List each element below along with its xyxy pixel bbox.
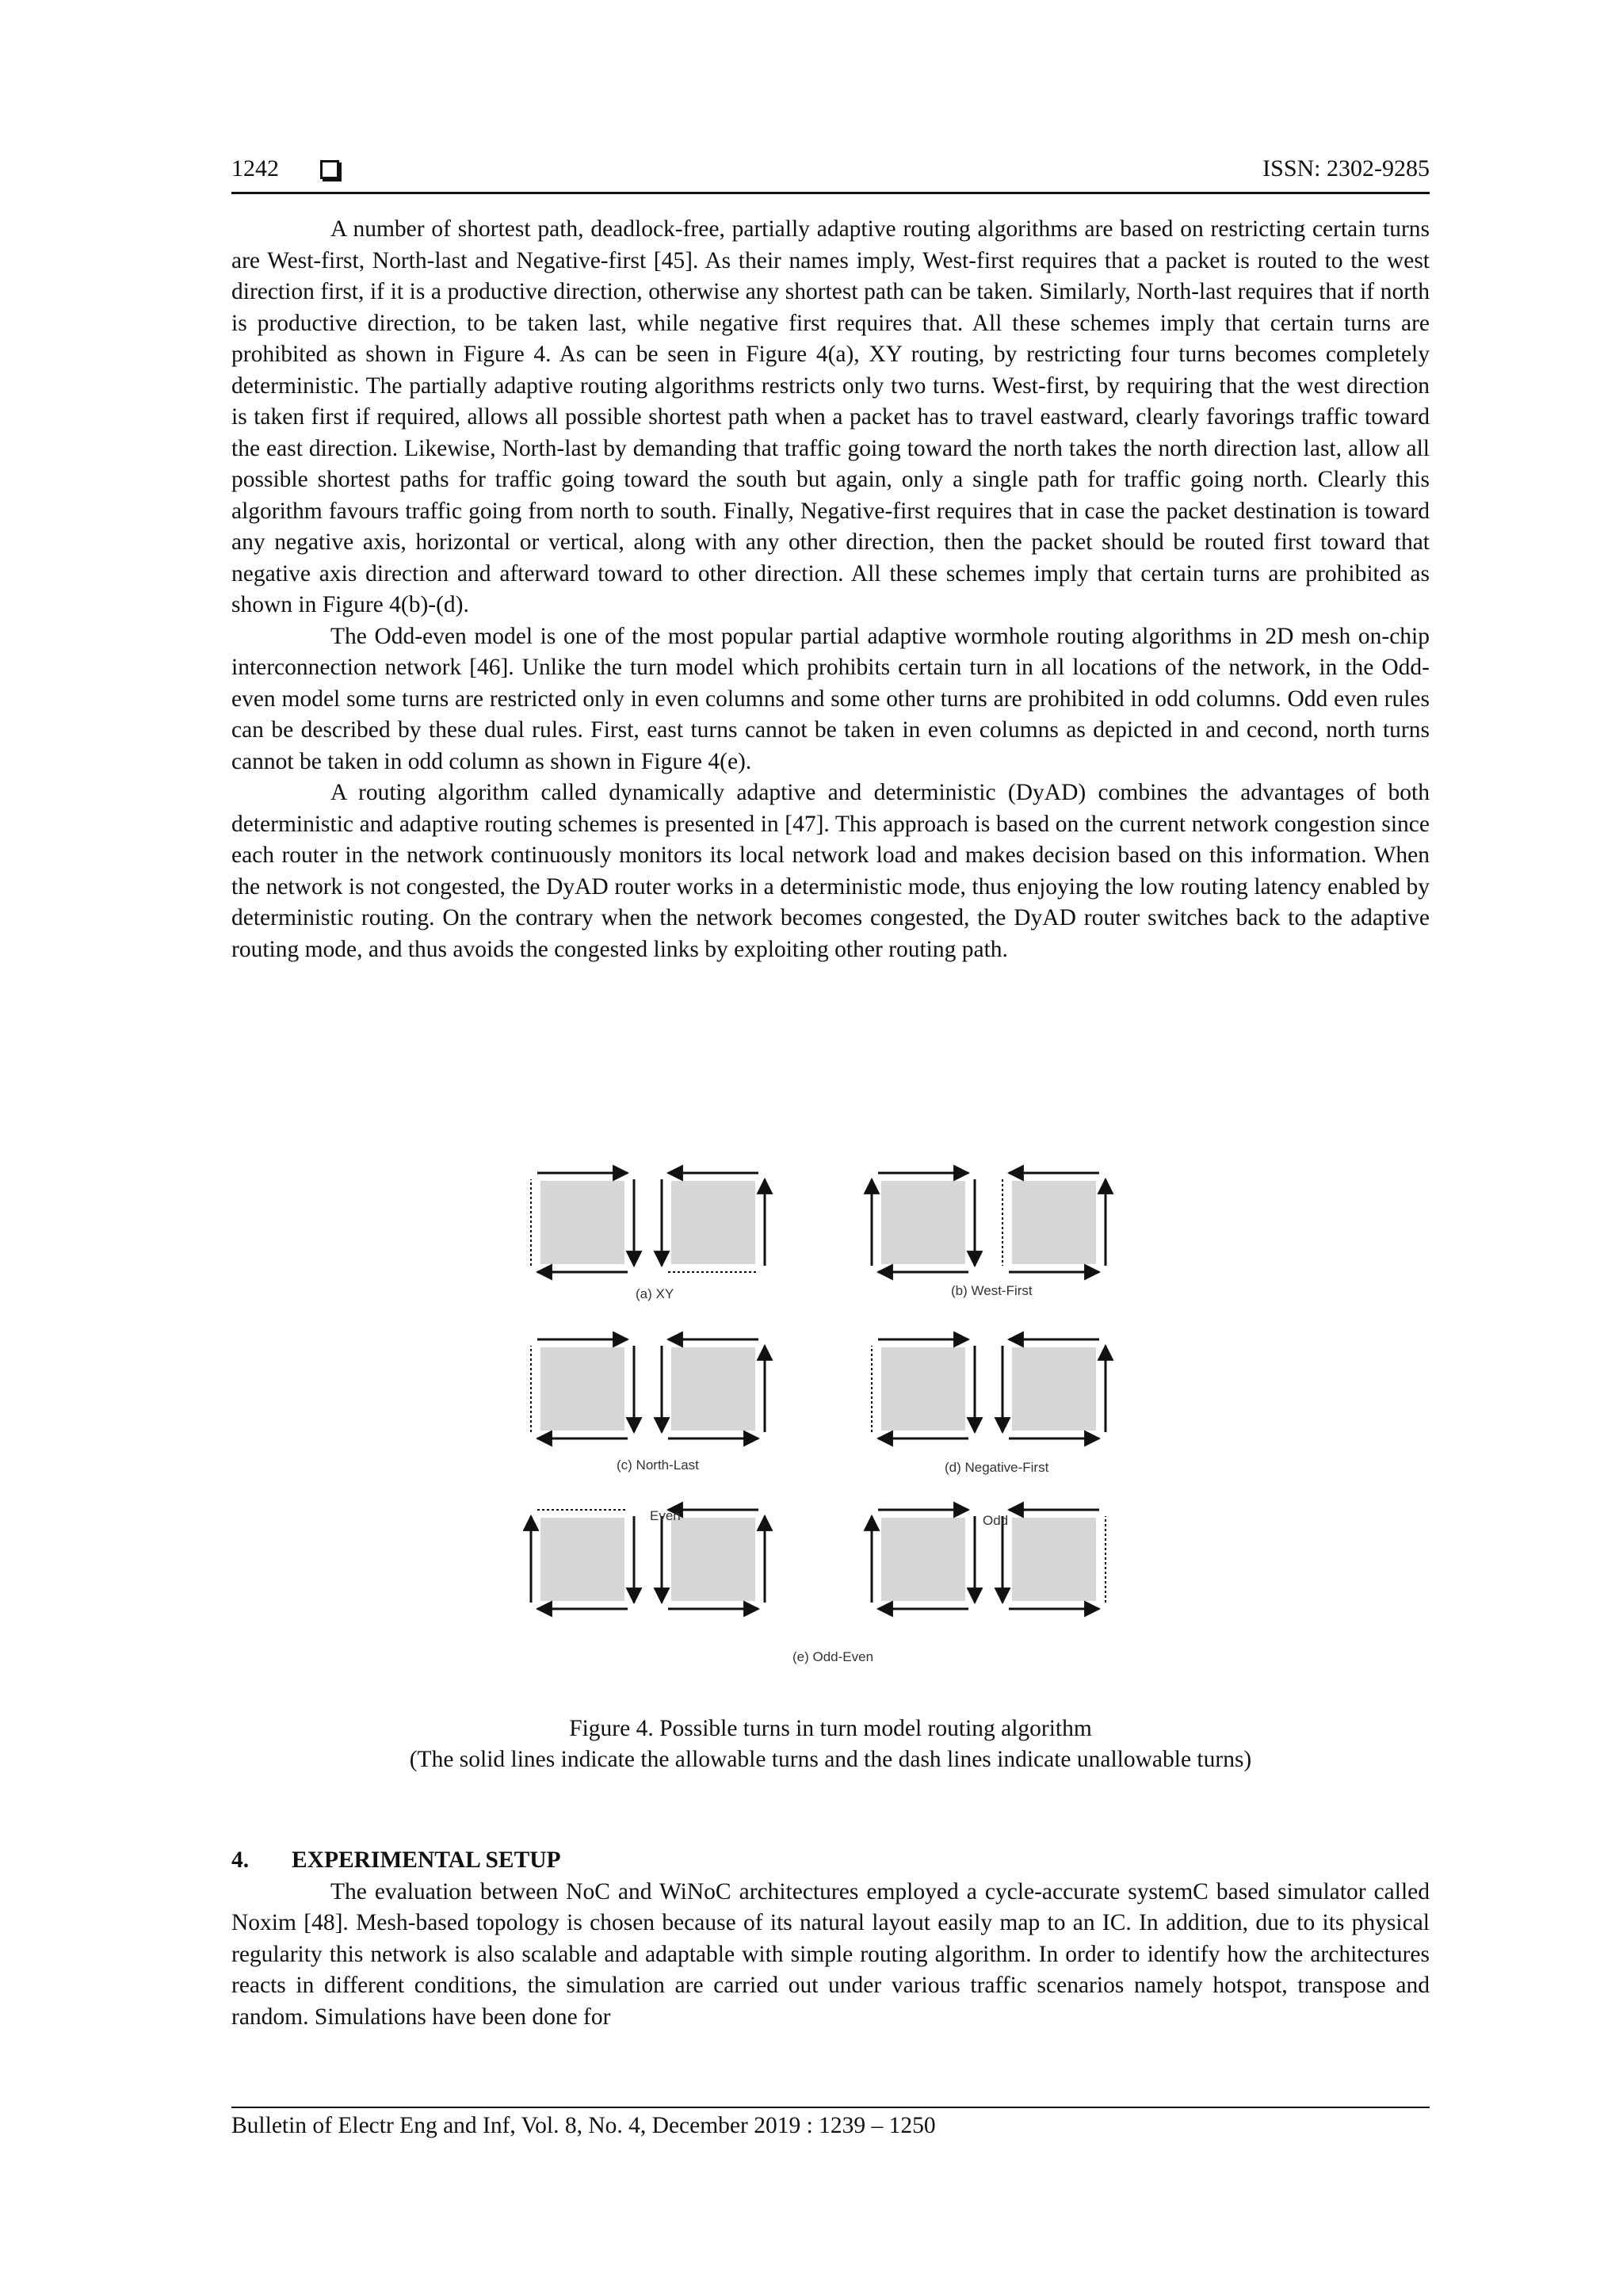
caption-title: Figure 4. Possible turns in turn model routing algorithm (569, 1716, 1092, 1741)
footer-citation: Bulletin of Electr Eng and Inf, Vol. 8, No. 4, December 2019 : 1239 – 1250 (231, 2113, 936, 2138)
turn-box (872, 1339, 975, 1438)
turn-model-diagram (523, 1157, 1149, 1680)
label-negative-first: (d) Negative-First (945, 1460, 1049, 1475)
label-xy: (a) XY (636, 1286, 674, 1301)
turn-box (662, 1510, 765, 1609)
turn-box (531, 1173, 634, 1272)
label-west-first: (b) West-First (951, 1283, 1033, 1298)
label-odd-even: (e) Odd-Even (792, 1649, 874, 1664)
turn-box (872, 1510, 975, 1609)
section-title: EXPERIMENTAL SETUP (292, 1847, 561, 1873)
figure-caption (231, 1713, 1430, 1775)
turn-box (1002, 1510, 1106, 1609)
figure-4 (523, 1157, 1149, 1680)
section-number: 4. (231, 1847, 250, 1873)
turn-box (662, 1339, 765, 1438)
paragraph-turn-model: A number of shortest path, deadlock-free, partially adaptive routing algorithms are based on restricting certain turns are West-first, North-last and Negative-first [45]. As their names imply, West-first requires that a packet is routed to the west direction first, if it is a productive direction, otherwise any shortest path can be taken. Similarly, North-last requires that if north is productive direction, to be taken last, while negative first requires that. All these schemes imply that certain turns are prohibited as shown in Figure 4. As can be seen in Figure 4(a), XY routing, by restricting four turns becomes completely deterministic. The partially adaptive routing algorithms restricts only two turns. West-first, by requiring that the west direction is taken first if required, allows all possible shortest path when a packet has to travel eastward, clearly favorings traffic toward the east direction. Likewise, North-last by demanding that traffic going toward the north takes the north direction last, allow all possible shortest paths for traffic going toward the south but again, only a single path for traffic going north. Clearly this algorithm favours traffic going from north to south. Finally, Negative-first requires that in case the packet destination is toward any negative axis, horizontal or vertical, along with any other direction, then the packet should be routed first toward that negative axis direction and afterward toward to other direction. All these schemes imply that certain turns are prohibited as shown in Figure 4(b)-(d). (231, 216, 1430, 617)
label-north-last: (c) North-Last (617, 1457, 699, 1473)
turn-box (872, 1173, 975, 1272)
turn-box (531, 1339, 634, 1438)
paragraph-odd-even: The Odd-even model is one of the most popular partial adaptive wormhole routing algorithms in 2D mesh on-chip interconnection network [46]. Unlike the turn model which prohibits certain turn in all locations of the network, in the Odd-even model some turns are restricted only in even columns and some other turns are prohibited in odd columns. Odd even rules can be described by these dual rules. First, east turns cannot be taken in even columns as depicted in and cecond, north turns cannot be taken in odd column as shown in Figure 4(e). (231, 623, 1430, 774)
turn-box (531, 1510, 634, 1609)
turn-box (1002, 1173, 1106, 1272)
turn-box (1002, 1339, 1106, 1438)
turn-box (662, 1173, 765, 1272)
section-experimental-setup (231, 1845, 1430, 2033)
paragraph-dyad: A routing algorithm called dynamically adaptive and deterministic (DyAD) combines the advantages of both deterministic and adaptive routing schemes is presented in [47]. This approach is based on the current network congestion since each router in the network continuously monitors its local network load and makes decision based on this information. When the network is not congested, the DyAD router works in a deterministic mode, thus enjoying the low routing latency enabled by deterministic routing. On the contrary when the network becomes congested, the DyAD router switches back to the adaptive routing mode, and thus avoids the congested links by exploiting other routing path. (231, 780, 1430, 962)
footer-rule (231, 2107, 1430, 2108)
label-even: Even (650, 1508, 681, 1523)
page-header (231, 155, 1430, 195)
caption-note: (The solid lines indicate the allowable turns and the dash lines indicate unallowable turns) (409, 1747, 1252, 1772)
issn: ISSN: 2302-9285 (1262, 155, 1430, 181)
body-text (231, 214, 1430, 965)
page-number: 1242 (231, 155, 279, 181)
square-bullet-icon (320, 160, 339, 179)
label-odd: Odd (983, 1513, 1009, 1528)
section-heading (231, 1845, 1430, 1877)
section-paragraph: The evaluation between NoC and WiNoC architectures employed a cycle-accurate systemC based simulator called Noxim [48]. Mesh-based topology is chosen because of its natural layout easily map to an IC. In addition, due to its physical regularity this network is also scalable and adaptable with simple routing algorithm. In order to identify how the architectures reacts in different conditions, the simulation are carried out under various traffic scenarios namely hotspot, transpose and random. Simulations have been done for (231, 1878, 1430, 2030)
header-rule (231, 192, 1430, 194)
